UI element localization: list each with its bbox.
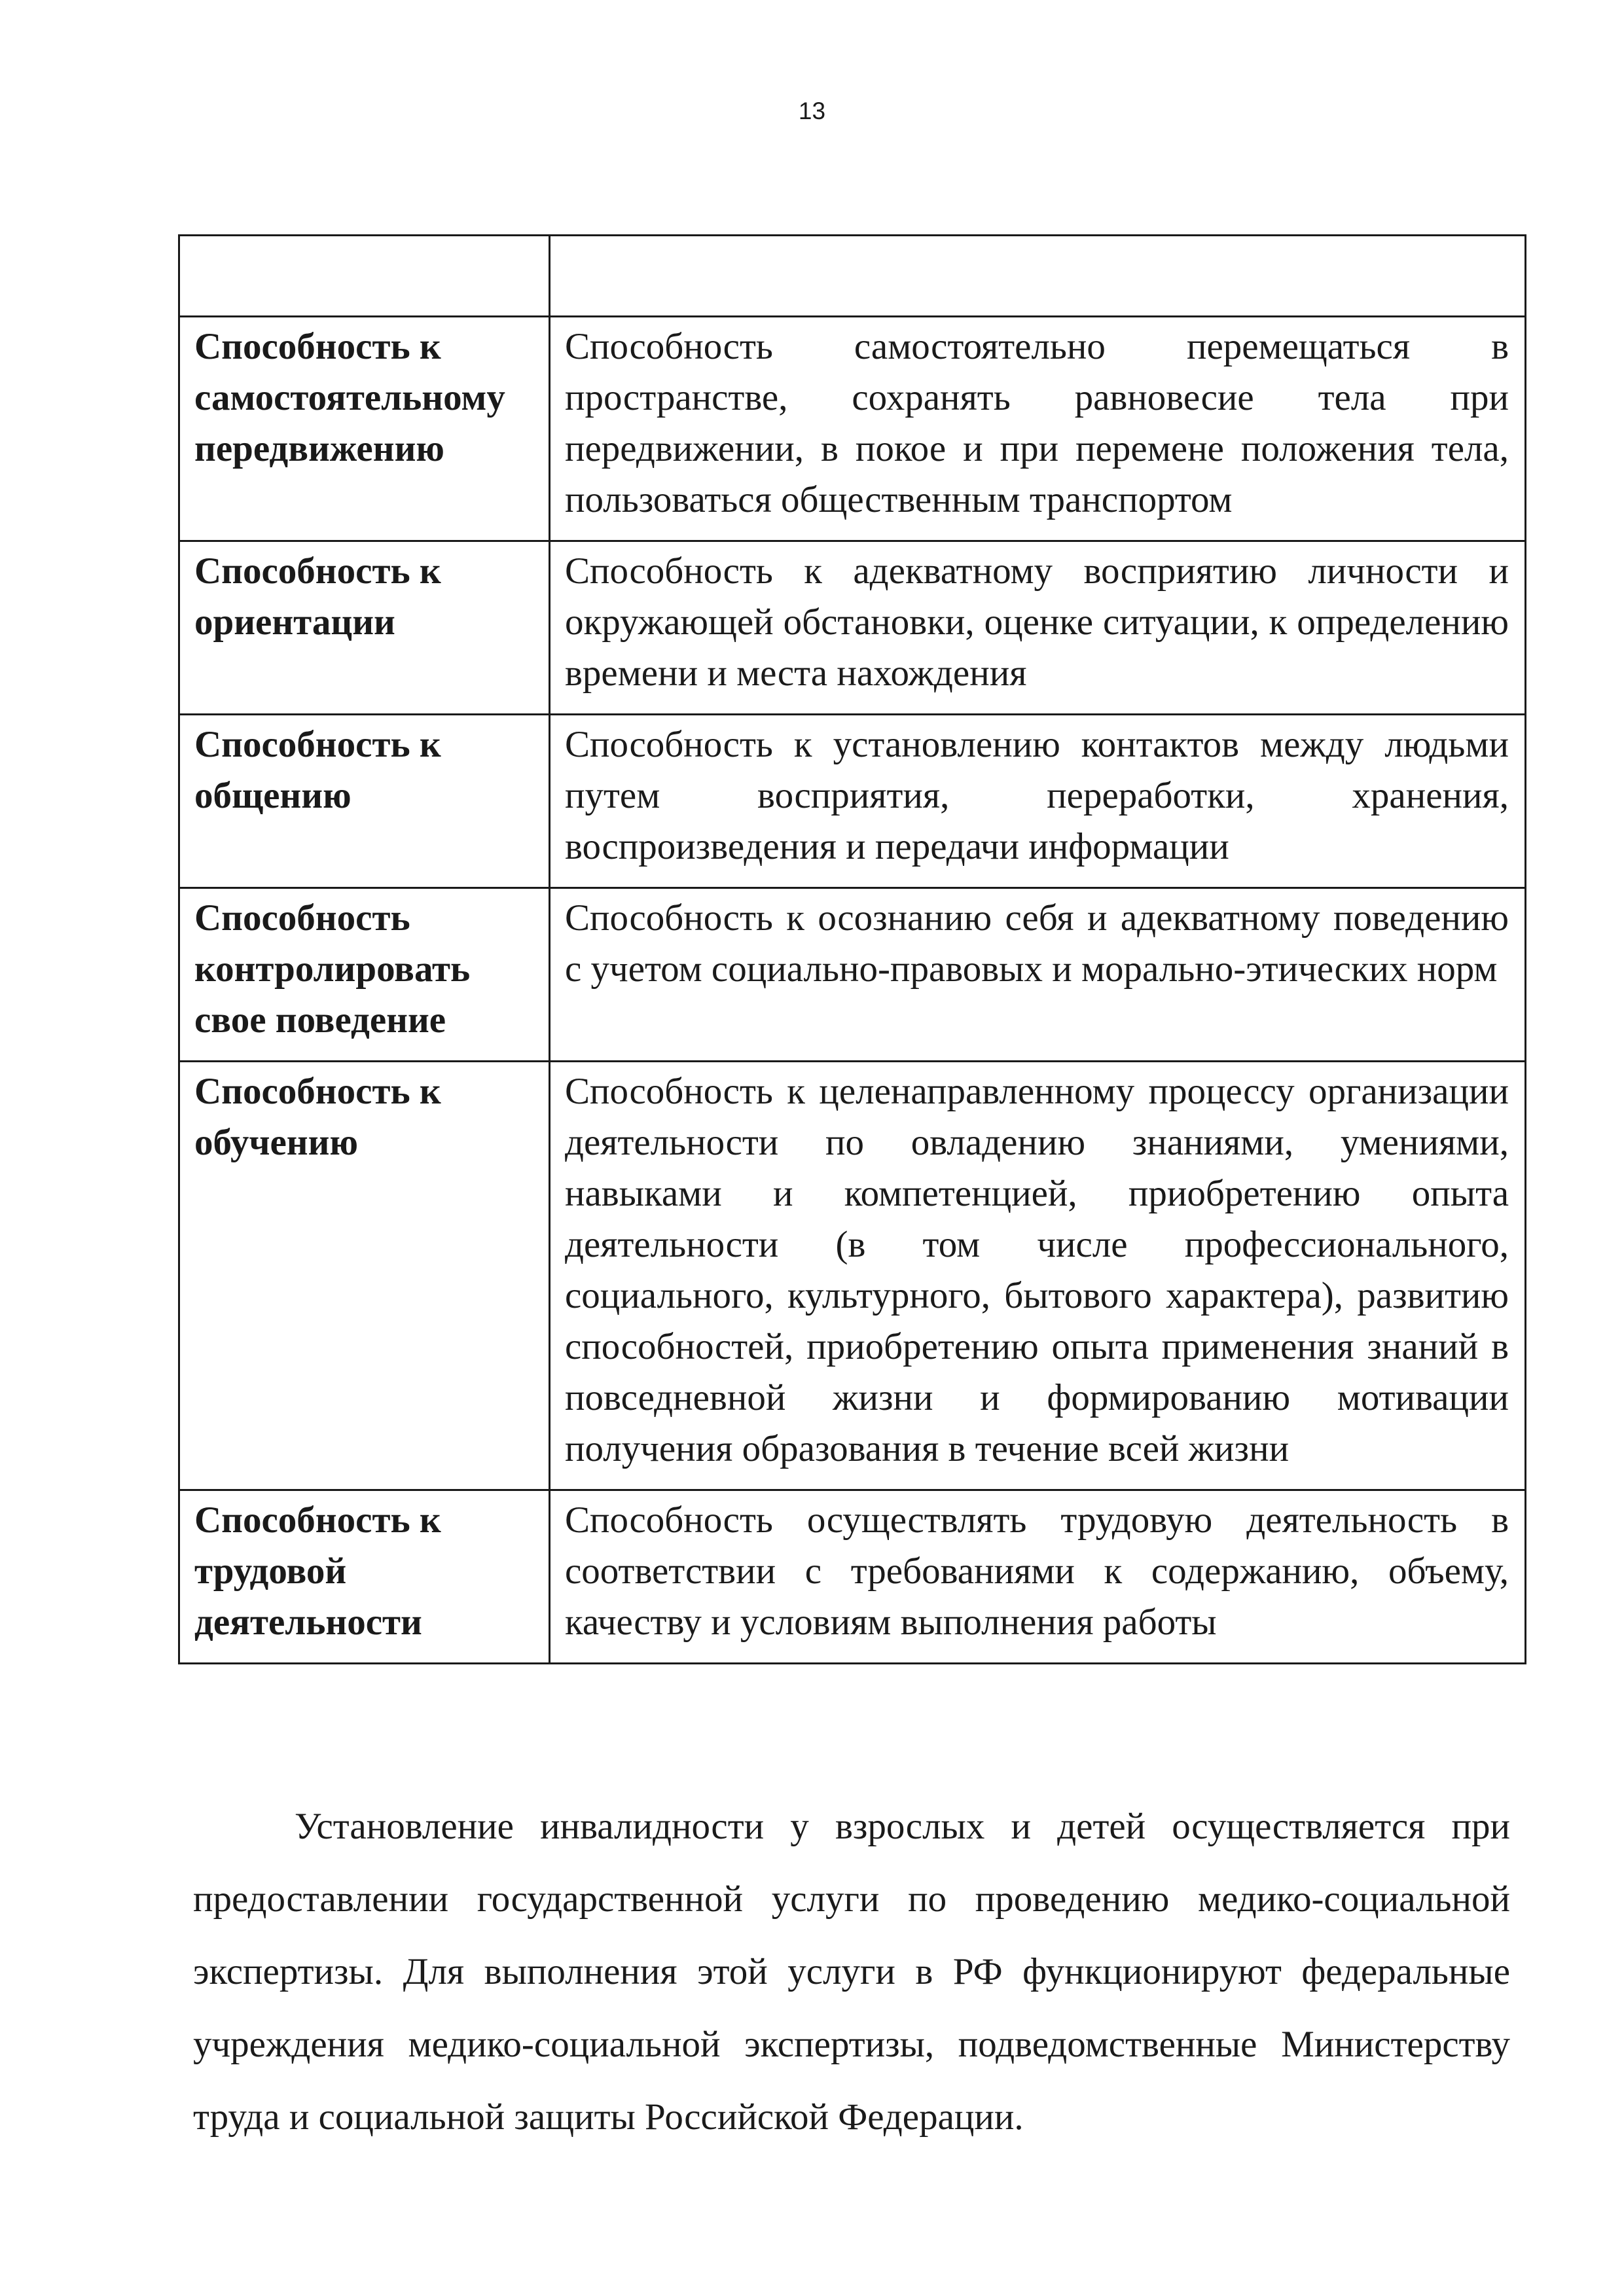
ability-description: Способность к адекватному восприятию личности и окружающей обстановки, оценке ситуации, к определению времени и места нахождения (550, 541, 1526, 715)
page-number: 13 (798, 98, 826, 124)
abilities-table (178, 234, 1526, 1664)
ability-description: Способность к установлению контактов между людьми путем восприятия, переработки, хранения, воспроизведения и передачи информации (550, 715, 1526, 888)
ability-description: Способность осуществлять трудовую деятельность в соответствии с требованиями к содержанию, объему, качеству и условиям выполнения работы (550, 1490, 1526, 1664)
table-row (179, 1062, 1526, 1490)
ability-name: Способность контролировать свое поведение (179, 888, 550, 1062)
table-header-cell-description (550, 236, 1526, 317)
table-row (179, 1490, 1526, 1664)
ability-name: Способность к общению (179, 715, 550, 888)
table-row (179, 317, 1526, 541)
table-header-cell-name (179, 236, 550, 317)
table-row (179, 715, 1526, 888)
ability-description: Способность к целенаправленному процессу организации деятельности по овладению знаниями, умениями, навыками и компетенцией, приобретению опыта деятельности (в том числе профессионального, социального, культурного, бытового характера), развитию способностей, приобретению опыта применения знаний в повседневной жизни и формированию мотивации получения образования в течение всей жизни (550, 1062, 1526, 1490)
table-row (179, 541, 1526, 715)
ability-description: Способность самостоятельно перемещаться в пространстве, сохранять равновесие тела при передвижении, в покое и при перемене положения тела, пользоваться общественным транспортом (550, 317, 1526, 541)
body-paragraph: Установление инвалидности у взрослых и детей осуществляется при предоставлении государственной услуги по проведению медико-социальной экспертизы. Для выполнения этой услуги в РФ функционируют федеральные учреждения медико-социальной экспертизы, подведомственные Министерству труда и социальной защиты Российской Федерации. (193, 1806, 1510, 2138)
ability-name: Способность к трудовой деятельности (179, 1490, 550, 1664)
table-header-row (179, 236, 1526, 317)
table-row (179, 888, 1526, 1062)
ability-name: Способность к самостоятельному передвижению (179, 317, 550, 541)
ability-name: Способность к обучению (179, 1062, 550, 1490)
ability-name: Способность к ориентации (179, 541, 550, 715)
ability-description: Способность к осознанию себя и адекватному поведению с учетом социально-правовых и морально-этических норм (550, 888, 1526, 1062)
